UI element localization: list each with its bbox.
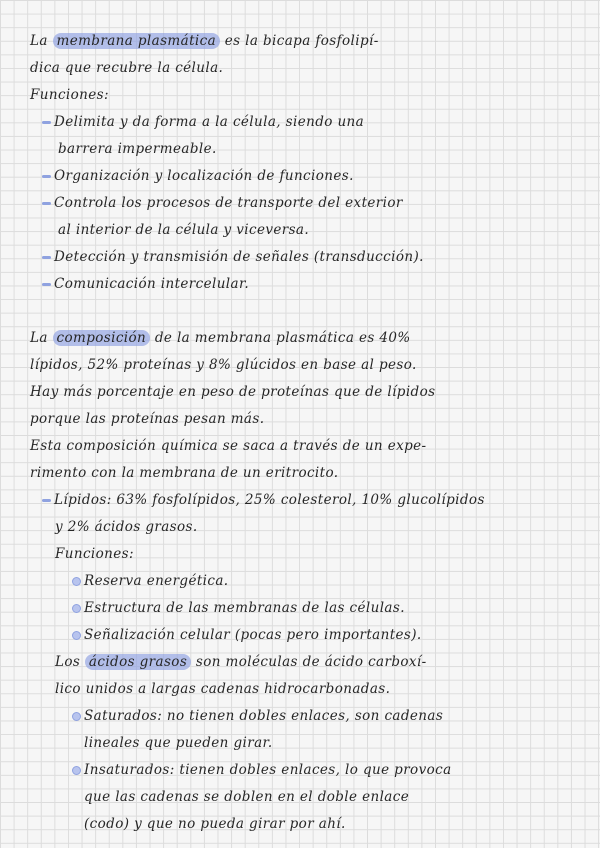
note-line bbox=[58, 217, 600, 243]
note-text: que las cadenas se doblen en el doble enlace bbox=[84, 789, 410, 805]
dash-bullet-icon bbox=[42, 121, 51, 124]
dot-bullet-icon bbox=[72, 604, 81, 613]
note-text: Los bbox=[55, 654, 85, 670]
note-text: es la bicapa fosfolipí- bbox=[220, 33, 379, 49]
note-text: La bbox=[30, 330, 53, 346]
note-line bbox=[30, 28, 600, 54]
note-text: Hay más porcentaje en peso de proteínas que de lípidos bbox=[30, 384, 436, 400]
note-text: Insaturados: tienen dobles enlaces, lo que provoca bbox=[84, 762, 452, 778]
sub-bullet-item bbox=[72, 757, 600, 783]
note-text: de la membrana plasmática es 40% bbox=[150, 330, 411, 346]
note-text: Comunicación intercelular. bbox=[54, 276, 250, 292]
bullet-item bbox=[42, 109, 600, 135]
note-line bbox=[55, 676, 600, 702]
note-line bbox=[55, 514, 600, 540]
note-text: porque las proteínas pesan más. bbox=[30, 411, 265, 427]
note-text: Organización y localización de funciones. bbox=[54, 168, 354, 184]
note-text: Reserva energética. bbox=[84, 573, 229, 589]
note-text: Controla los procesos de transporte del exterior bbox=[54, 195, 403, 211]
sub-bullet-item bbox=[72, 568, 600, 594]
bullet-item bbox=[42, 244, 600, 270]
highlight-term-composicion: composición bbox=[53, 330, 151, 346]
note-text: Funciones: bbox=[30, 87, 109, 103]
highlight-term-acidos-grasos: ácidos grasos bbox=[85, 654, 191, 670]
note-line bbox=[84, 784, 600, 810]
note-text: son moléculas de ácido carboxí- bbox=[191, 654, 427, 670]
note-text: dica que recubre la célula. bbox=[30, 60, 224, 76]
dash-bullet-icon bbox=[42, 175, 51, 178]
highlight-term-membrana-plasmatica: membrana plasmática bbox=[53, 33, 221, 49]
note-line bbox=[30, 460, 600, 486]
note-line bbox=[55, 649, 600, 675]
dash-bullet-icon bbox=[42, 202, 51, 205]
bullet-item bbox=[42, 163, 600, 189]
sub-bullet-item bbox=[72, 595, 600, 621]
note-text: rimento con la membrana de un eritrocito. bbox=[30, 465, 339, 481]
dot-bullet-icon bbox=[72, 712, 81, 721]
sub-bullet-item bbox=[72, 622, 600, 648]
note-text: Estructura de las membranas de las células. bbox=[84, 600, 405, 616]
bullet-item bbox=[42, 190, 600, 216]
dash-bullet-icon bbox=[42, 283, 51, 286]
bullet-item bbox=[42, 271, 600, 297]
note-line bbox=[30, 352, 600, 378]
dash-bullet-icon bbox=[42, 499, 51, 502]
note-text: Detección y transmisión de señales (transducción). bbox=[54, 249, 424, 265]
note-text: Saturados: no tienen dobles enlaces, son cadenas bbox=[84, 708, 444, 724]
note-line bbox=[30, 379, 600, 405]
note-text: lineales que pueden girar. bbox=[84, 735, 273, 751]
note-line bbox=[30, 325, 600, 351]
note-line bbox=[30, 433, 600, 459]
note-line bbox=[30, 55, 600, 81]
note-text: Lípidos: 63% fosfolípidos, 25% colesterol, 10% glucolípidos bbox=[54, 492, 485, 508]
section-label bbox=[55, 541, 600, 567]
dot-bullet-icon bbox=[72, 631, 81, 640]
note-line bbox=[58, 136, 600, 162]
bullet-item bbox=[42, 487, 600, 513]
note-line bbox=[84, 811, 600, 837]
note-line bbox=[30, 406, 600, 432]
note-text: Delimita y da forma a la célula, siendo una bbox=[54, 114, 365, 130]
note-text: Funciones: bbox=[55, 546, 134, 562]
note-text: barrera impermeable. bbox=[58, 141, 217, 157]
dot-bullet-icon bbox=[72, 577, 81, 586]
note-text: lípidos, 52% proteínas y 8% glúcidos en base al peso. bbox=[30, 357, 417, 373]
note-text: y 2% ácidos grasos. bbox=[55, 519, 198, 535]
dash-bullet-icon bbox=[42, 256, 51, 259]
note-text: lico unidos a largas cadenas hidrocarbonadas. bbox=[55, 681, 391, 697]
section-label bbox=[30, 82, 600, 108]
note-text: al interior de la célula y viceversa. bbox=[58, 222, 310, 238]
note-line bbox=[84, 730, 600, 756]
note-text: Esta composición química se saca a través de un expe- bbox=[30, 438, 427, 454]
dot-bullet-icon bbox=[72, 766, 81, 775]
sub-bullet-item bbox=[72, 703, 600, 729]
note-text: (codo) y que no pueda girar por ahí. bbox=[84, 816, 346, 832]
note-text: Señalización celular (pocas pero importantes). bbox=[84, 627, 422, 643]
note-text: La bbox=[30, 33, 53, 49]
